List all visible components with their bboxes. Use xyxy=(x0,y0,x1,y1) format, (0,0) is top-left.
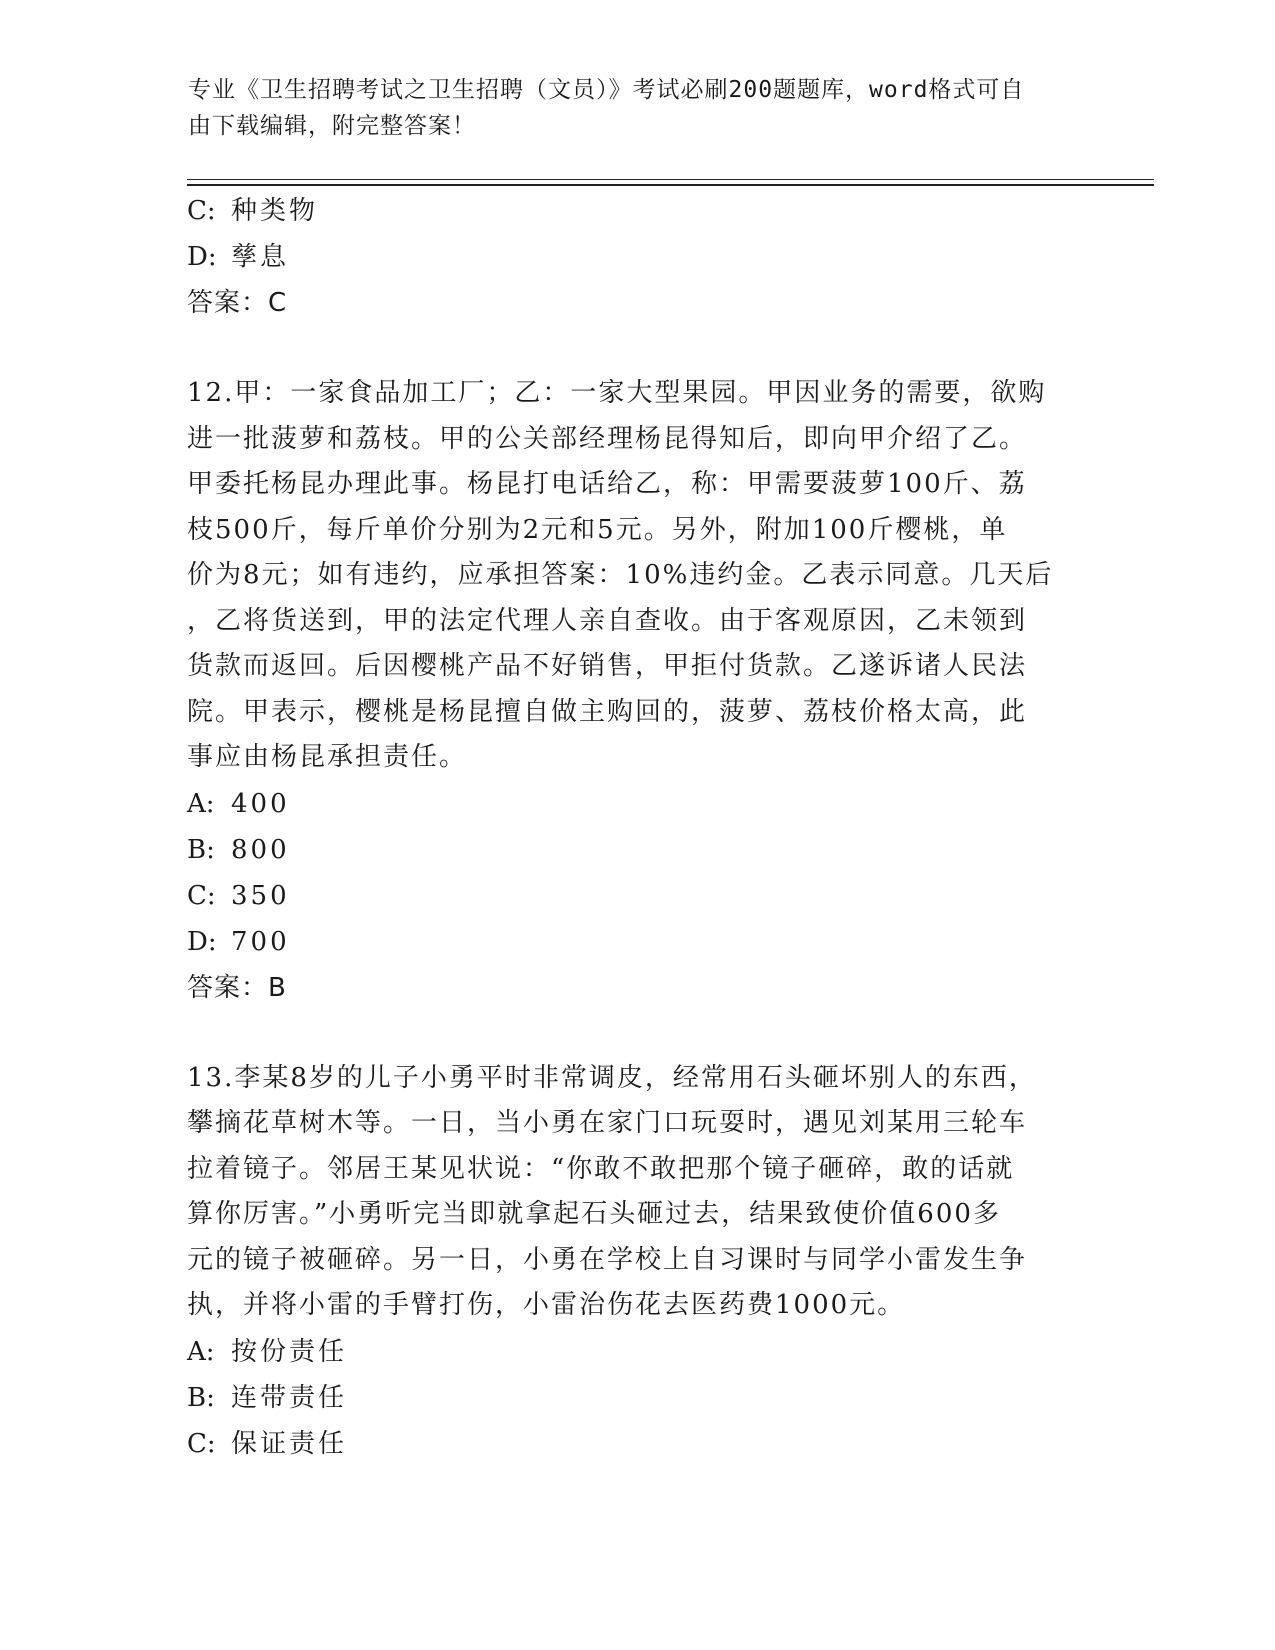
document-content xyxy=(187,188,1087,1467)
question-line: 事应由杨昆承担责任。 xyxy=(187,742,468,772)
option-label: C: xyxy=(187,1428,216,1459)
answer-line: 答案：B xyxy=(187,972,287,1003)
option-c xyxy=(187,188,1087,234)
option-label: A: xyxy=(187,1336,215,1367)
question-line: 元的镜子被砸碎。另一日，小勇在学校上自习课时与同学小雷发生争 xyxy=(187,1244,1028,1275)
question-line: 攀摘花草树木等。一日，当小勇在家门口玩耍时，遇见刘某用三轮车 xyxy=(187,1108,1028,1138)
option-a xyxy=(187,1329,1087,1375)
header-divider-thick xyxy=(187,184,1154,186)
question-13-text xyxy=(187,1056,1087,1329)
option-label: D: xyxy=(187,242,217,272)
question-line: 算你厉害。”小勇听完当即就拿起石头砸过去，结果致使价值600多 xyxy=(187,1199,1001,1229)
option-label: A: xyxy=(187,788,215,819)
spacer xyxy=(187,1011,1087,1056)
option-text: 孳息 xyxy=(231,242,290,272)
question-line: 12.甲：一家食品加工厂；乙：一家大型果园。甲因业务的需要，欲购 xyxy=(187,378,1047,408)
question-line: 13.李某8岁的儿子小勇平时非常调皮，经常用石头砸坏别人的东西， xyxy=(187,1062,1037,1093)
option-c xyxy=(187,873,1087,919)
question-line: 枝500斤，每斤单价分别为2元和5元。另外，附加100斤樱桃，单 xyxy=(187,514,1008,545)
option-text: 400 xyxy=(231,788,290,819)
option-label: C: xyxy=(187,880,216,911)
option-text: 350 xyxy=(231,880,290,911)
option-b xyxy=(187,1375,1087,1421)
option-label: D: xyxy=(187,926,217,957)
option-label: B: xyxy=(187,1382,215,1413)
question-line: ，乙将货送到，甲的法定代理人亲自查收。由于客观原因，乙未领到 xyxy=(187,605,1028,636)
page-header xyxy=(188,72,1068,144)
option-text: 连带责任 xyxy=(231,1382,348,1413)
question-line: 执，并将小雷的手臂打伤，小雷治伤花去医药费1000元。 xyxy=(187,1290,906,1320)
option-label: C: xyxy=(187,196,216,226)
option-c xyxy=(187,1421,1087,1467)
option-b xyxy=(187,827,1087,873)
question-line: 拉着镜子。邻居王某见状说：“你敢不敢把那个镜子砸碎，敢的话就 xyxy=(187,1153,1015,1184)
option-text: 保证责任 xyxy=(231,1428,348,1459)
option-text: 800 xyxy=(231,834,290,865)
question-line: 进一批菠萝和荔枝。甲的公关部经理杨昆得知后，即向甲介绍了乙。 xyxy=(187,423,1028,454)
option-text: 种类物 xyxy=(231,196,319,226)
spacer xyxy=(187,326,1087,371)
answer-line: 答案：C xyxy=(187,288,288,318)
question-line: 甲委托杨昆办理此事。杨昆打电话给乙，称：甲需要菠萝100斤、荔 xyxy=(187,469,1027,499)
option-text: 700 xyxy=(231,926,290,957)
option-d xyxy=(187,919,1087,965)
option-text: 按份责任 xyxy=(231,1336,348,1367)
question-12-text xyxy=(187,371,1087,781)
option-d xyxy=(187,234,1087,280)
option-label: B: xyxy=(187,834,215,865)
question-line: 价为8元；如有违约，应承担答案：10%违约金。乙表示同意。几天后 xyxy=(187,560,1054,590)
question-line: 货款而返回。后因樱桃产品不好销售，甲拒付货款。乙遂诉诸人民法 xyxy=(187,651,1028,681)
header-divider-thin xyxy=(187,179,1154,180)
header-line-2: 由下载编辑，附完整答案！ xyxy=(188,113,476,139)
header-line-1: 专业《卫生招聘考试之卫生招聘（文员）》考试必刷200题题库，word格式可自 xyxy=(188,77,1025,103)
question-line: 院。甲表示，樱桃是杨昆擅自做主购回的，菠萝、荔枝价格太高，此 xyxy=(187,696,1028,727)
option-a xyxy=(187,781,1087,827)
